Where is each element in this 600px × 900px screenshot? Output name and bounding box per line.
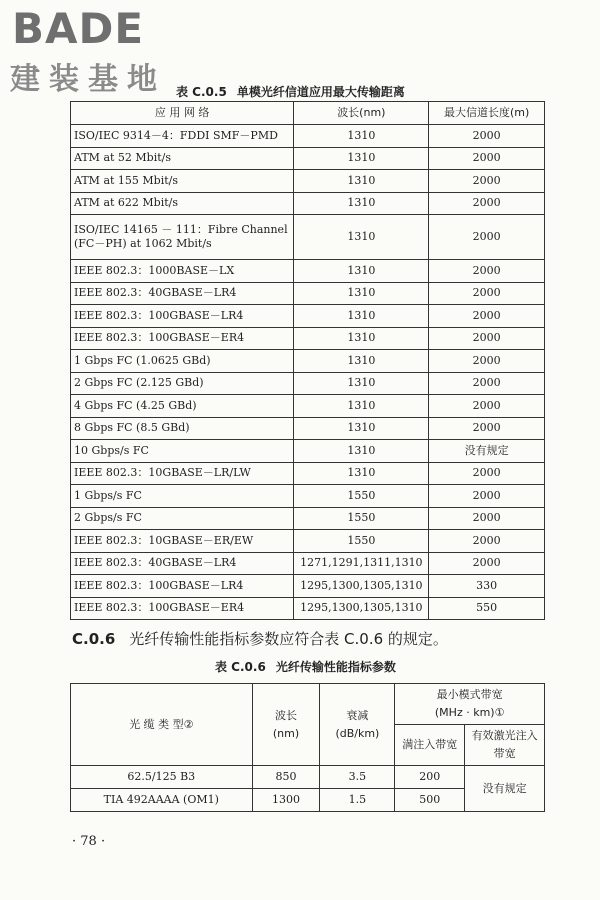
cell-max-length: 2000 [429, 305, 545, 328]
cell-max-length: 2000 [429, 350, 545, 373]
cell-max-length: 2000 [429, 260, 545, 283]
table-row [71, 350, 545, 373]
cell-application: IEEE 802.3：100GBASE－LR4 [71, 575, 294, 598]
cell-application: 1 Gbps FC (1.0625 GBd) [71, 350, 294, 373]
table-row [71, 462, 545, 485]
cell-application: ATM at 622 Mbit/s [71, 192, 294, 215]
table-row [71, 530, 545, 553]
cell-application: ATM at 155 Mbit/s [71, 170, 294, 193]
cell-wavelength: 1310 [294, 462, 429, 485]
cell-cable-type: 62.5/125 B3 [71, 766, 253, 789]
cell-max-length: 2000 [429, 462, 545, 485]
cell-application: IEEE 802.3：40GBASE－LR4 [71, 282, 294, 305]
table-row [71, 597, 545, 620]
cell-application: 2 Gbps/s FC [71, 507, 294, 530]
cell-wavelength: 850 [252, 766, 320, 789]
cell-max-length: 2000 [429, 507, 545, 530]
cell-wavelength: 1310 [294, 305, 429, 328]
column-header: 最大信道长度(m) [429, 102, 545, 125]
header-wavelength-label: 波长 [275, 708, 297, 722]
cell-max-length: 2000 [429, 327, 545, 350]
cell-wavelength: 1310 [294, 260, 429, 283]
header-cable-type: 光 缆 类 型② [71, 684, 253, 766]
table-header-row [71, 102, 545, 125]
logo [8, 4, 198, 96]
table-c06-title [215, 658, 475, 675]
cell-wavelength: 1310 [294, 327, 429, 350]
cell-max-length: 2000 [429, 552, 545, 575]
cell-overfilled: 200 [395, 766, 465, 789]
logo-text-bottom: 建装基地 [10, 62, 166, 97]
cell-wavelength: 1310 [294, 282, 429, 305]
cell-wavelength: 1550 [294, 485, 429, 508]
table-c05 [70, 101, 545, 620]
cell-max-length: 2000 [429, 372, 545, 395]
cell-wavelength: 1550 [294, 507, 429, 530]
cell-application: IEEE 802.3：100GBASE－ER4 [71, 597, 294, 620]
cell-wavelength: 1310 [294, 395, 429, 418]
page-number: · 78 · [72, 834, 106, 849]
section-text: 光纤传输性能指标参数应符合表 C.0.6 的规定。 [129, 630, 448, 648]
table-c06-number: 表 C.0.6 [215, 660, 266, 674]
cell-max-length: 2000 [429, 170, 545, 193]
cell-wavelength: 1550 [294, 530, 429, 553]
cell-cable-type: TIA 492AAAA (OM1) [71, 789, 253, 812]
cell-max-length: 2000 [429, 485, 545, 508]
cell-attenuation: 3.5 [320, 766, 395, 789]
cell-wavelength: 1310 [294, 125, 429, 148]
cell-max-length: 2000 [429, 282, 545, 305]
header-bandwidth-unit: (MHz · km)① [434, 706, 505, 719]
cell-application: 1 Gbps/s FC [71, 485, 294, 508]
cell-wavelength: 1310 [294, 170, 429, 193]
table-row [71, 372, 545, 395]
table-row [71, 395, 545, 418]
cell-application: ISO/IEC 9314－4：FDDI SMF－PMD [71, 125, 294, 148]
header-wavelength [252, 684, 320, 766]
cell-max-length: 2000 [429, 215, 545, 260]
cell-max-length: 2000 [429, 147, 545, 170]
table-row [71, 766, 545, 789]
cell-wavelength: 1310 [294, 147, 429, 170]
cell-application: 4 Gbps FC (4.25 GBd) [71, 395, 294, 418]
header-bandwidth-label: 最小模式带宽 [436, 688, 503, 701]
cell-wavelength: 1310 [294, 372, 429, 395]
table-row [71, 417, 545, 440]
cell-max-length: 2000 [429, 395, 545, 418]
header-wavelength-unit: (nm) [272, 726, 300, 740]
cell-application: IEEE 802.3：10GBASE－ER/EW [71, 530, 294, 553]
cell-max-length: 没有规定 [429, 440, 545, 463]
table-c05-number: 表 C.0.5 [176, 85, 227, 99]
section-number: C.0.6 [72, 630, 116, 648]
table-row [71, 215, 545, 260]
table-c06 [70, 683, 545, 812]
cell-wavelength: 1310 [294, 350, 429, 373]
header-bandwidth [395, 684, 545, 725]
table-c05-body [71, 125, 545, 620]
header-attenuation-unit: (dB/km) [335, 726, 380, 740]
cell-overfilled: 500 [395, 789, 465, 812]
table-row [71, 485, 545, 508]
cell-max-length: 330 [429, 575, 545, 598]
cell-max-length: 550 [429, 597, 545, 620]
table-c05-title [176, 83, 506, 100]
table-row [71, 125, 545, 148]
cell-application: IEEE 802.3：100GBASE－ER4 [71, 327, 294, 350]
cell-application: IEEE 802.3：100GBASE－LR4 [71, 305, 294, 328]
cell-application: IEEE 802.3：1000BASE－LX [71, 260, 294, 283]
header-effective-bandwidth: 有效激光注入带宽 [465, 725, 545, 766]
cell-wavelength: 1310 [294, 215, 429, 260]
cell-max-length: 2000 [429, 417, 545, 440]
table-row [71, 170, 545, 193]
cell-wavelength: 1295,1300,1305,1310 [294, 575, 429, 598]
column-header: 应 用 网 络 [71, 102, 294, 125]
table-row [71, 305, 545, 328]
cell-wavelength: 1310 [294, 192, 429, 215]
cell-application: 2 Gbps FC (2.125 GBd) [71, 372, 294, 395]
cell-application: ATM at 52 Mbit/s [71, 147, 294, 170]
table-row [71, 260, 545, 283]
cell-wavelength: 1300 [252, 789, 320, 812]
table-row [71, 440, 545, 463]
cell-wavelength: 1310 [294, 417, 429, 440]
cell-wavelength: 1295,1300,1305,1310 [294, 597, 429, 620]
cell-application: ISO/IEC 14165 － 111：Fibre Channel (FC－PH) at 1062 Mbit/s [71, 215, 294, 260]
cell-wavelength: 1310 [294, 440, 429, 463]
cell-effective: 没有规定 [465, 766, 545, 812]
cell-max-length: 2000 [429, 192, 545, 215]
cell-max-length: 2000 [429, 530, 545, 553]
table-row [71, 327, 545, 350]
table-row [71, 282, 545, 305]
header-attenuation-label: 衰减 [346, 708, 369, 722]
cell-max-length: 2000 [429, 125, 545, 148]
table-row [71, 575, 545, 598]
cell-application: 8 Gbps FC (8.5 GBd) [71, 417, 294, 440]
cell-application: 10 Gbps/s FC [71, 440, 294, 463]
section-c06 [72, 628, 562, 649]
column-header: 波长(nm) [294, 102, 429, 125]
header-attenuation [320, 684, 395, 766]
cell-attenuation: 1.5 [320, 789, 395, 812]
table-row [71, 552, 545, 575]
logo-text-top: BADE [12, 4, 145, 53]
cell-application: IEEE 802.3：10GBASE－LR/LW [71, 462, 294, 485]
cell-wavelength: 1271,1291,1311,1310 [294, 552, 429, 575]
header-overfilled-bandwidth: 满注入带宽 [395, 725, 465, 766]
cell-application: IEEE 802.3：40GBASE－LR4 [71, 552, 294, 575]
table-c06-caption: 光纤传输性能指标参数 [275, 660, 396, 674]
table-c05-caption: 单模光纤信道应用最大传输距离 [236, 85, 405, 99]
table-row [71, 192, 545, 215]
table-row [71, 147, 545, 170]
table-row [71, 507, 545, 530]
